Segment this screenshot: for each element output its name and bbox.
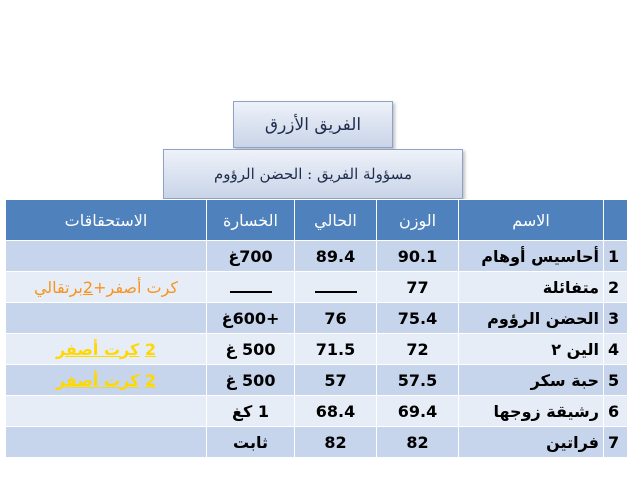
header-weight: الوزن bbox=[377, 200, 459, 241]
table-row bbox=[6, 365, 628, 396]
row-loss bbox=[207, 272, 295, 303]
dues-yellow-card: كرت أصفر bbox=[106, 277, 179, 297]
row-weight: 69.4 bbox=[377, 396, 459, 427]
row-name: متفائلة bbox=[459, 272, 604, 303]
row-num: 3 bbox=[604, 303, 628, 334]
team-leader-subtitle: مسؤولة الفريق : الحضن الرؤوم bbox=[163, 149, 463, 199]
team-weight-table bbox=[5, 199, 628, 458]
row-weight: 75.4 bbox=[377, 303, 459, 334]
row-num: 1 bbox=[604, 241, 628, 272]
row-dues bbox=[6, 396, 207, 427]
row-dues bbox=[6, 334, 207, 365]
row-current: 89.4 bbox=[295, 241, 377, 272]
row-loss: +600غ bbox=[207, 303, 295, 334]
row-current: 82 bbox=[295, 427, 377, 458]
row-num: 2 bbox=[604, 272, 628, 303]
row-num: 7 bbox=[604, 427, 628, 458]
row-loss: ثابت bbox=[207, 427, 295, 458]
row-dues bbox=[6, 272, 207, 303]
row-weight: 82 bbox=[377, 427, 459, 458]
row-weight: 72 bbox=[377, 334, 459, 365]
table-header-row bbox=[6, 200, 628, 241]
row-dues bbox=[6, 241, 207, 272]
dues-yellow-card: كرت أصفر bbox=[55, 339, 140, 359]
blank-line bbox=[315, 277, 357, 293]
row-current: 76 bbox=[295, 303, 377, 334]
dues-plus: + bbox=[93, 277, 107, 297]
header-loss: الخسارة bbox=[207, 200, 295, 241]
row-name: حبة سكر bbox=[459, 365, 604, 396]
row-weight: 90.1 bbox=[377, 241, 459, 272]
dues-count: 2 bbox=[144, 339, 157, 359]
blank-line bbox=[230, 277, 272, 293]
table-row bbox=[6, 334, 628, 365]
dues-count: 2 bbox=[82, 277, 94, 297]
row-current: 71.5 bbox=[295, 334, 377, 365]
row-name: رشيقة زوجها bbox=[459, 396, 604, 427]
row-dues bbox=[6, 427, 207, 458]
row-current: 57 bbox=[295, 365, 377, 396]
table-row bbox=[6, 427, 628, 458]
row-loss: 700غ bbox=[207, 241, 295, 272]
row-num: 4 bbox=[604, 334, 628, 365]
header-dues: الاستحقاقات bbox=[6, 200, 207, 241]
row-dues bbox=[6, 303, 207, 334]
table-row bbox=[6, 396, 628, 427]
team-title: الفريق الأزرق bbox=[233, 101, 393, 148]
row-name: أحاسيس أوهام bbox=[459, 241, 604, 272]
row-num: 5 bbox=[604, 365, 628, 396]
header-name: الاسم bbox=[459, 200, 604, 241]
row-name: فراتين bbox=[459, 427, 604, 458]
dues-orange-card: برتقالي bbox=[33, 277, 83, 297]
row-num: 6 bbox=[604, 396, 628, 427]
row-weight: 77 bbox=[377, 272, 459, 303]
row-current: 68.4 bbox=[295, 396, 377, 427]
row-name: الين ٢ bbox=[459, 334, 604, 365]
row-loss: 500 غ bbox=[207, 334, 295, 365]
row-current bbox=[295, 272, 377, 303]
row-weight: 57.5 bbox=[377, 365, 459, 396]
row-name: الحضن الرؤوم bbox=[459, 303, 604, 334]
table-row bbox=[6, 303, 628, 334]
table-row bbox=[6, 272, 628, 303]
header-num bbox=[604, 200, 628, 241]
dues-count: 2 bbox=[144, 370, 157, 390]
table-row bbox=[6, 241, 628, 272]
row-dues bbox=[6, 365, 207, 396]
dues-yellow-card: كرت أصفر bbox=[55, 370, 140, 390]
row-loss: 500 غ bbox=[207, 365, 295, 396]
row-loss: 1 كغ bbox=[207, 396, 295, 427]
header-current: الحالي bbox=[295, 200, 377, 241]
